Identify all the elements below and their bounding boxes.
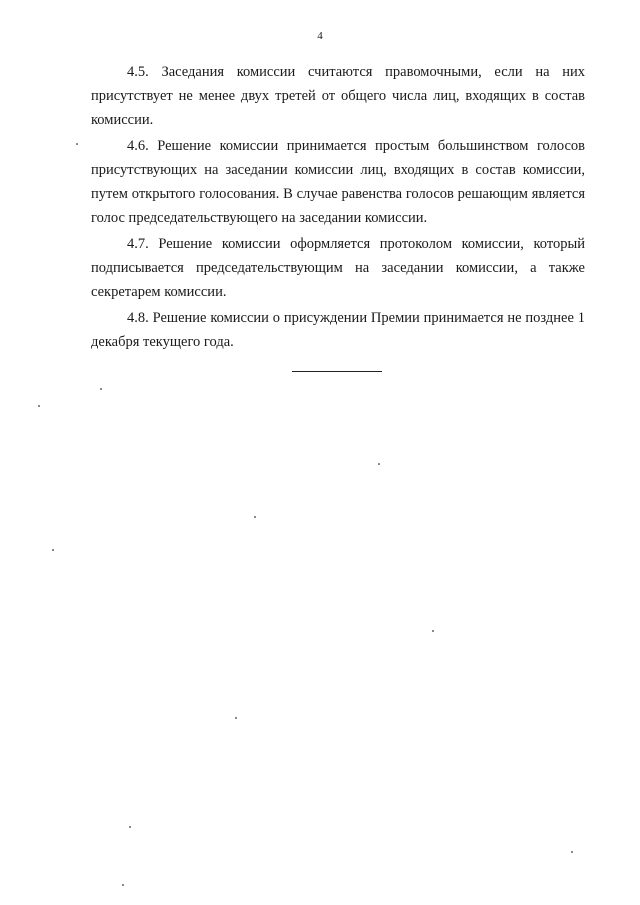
paragraph-4-6: 4.6. Решение комиссии принимается простым большинством голосов присутствующих на заседании комиссии лиц, входящих в состав комиссии, путем открытого голосования. В случае равенства голосов решающим является голос председательствующего на заседании комиссии. bbox=[91, 138, 585, 226]
scan-speck bbox=[129, 826, 131, 828]
scan-speck bbox=[235, 717, 237, 719]
scan-speck bbox=[378, 463, 380, 465]
paragraph-4-5: 4.5. Заседания комиссии считаются правомочными, если на них присутствует не менее двух третей от общего числа лиц, входящих в состав комиссии. bbox=[91, 64, 585, 128]
page-number: 4 bbox=[317, 30, 323, 42]
scan-speck bbox=[76, 143, 78, 145]
section-end-rule bbox=[292, 371, 382, 372]
paragraph-4-8: 4.8. Решение комиссии о присуждении Премии принимается не позднее 1 декабря текущего года. bbox=[91, 310, 585, 350]
scan-speck bbox=[52, 549, 54, 551]
scan-speck bbox=[100, 388, 102, 390]
scan-speck bbox=[432, 630, 434, 632]
scan-speck bbox=[38, 405, 40, 407]
paragraph-4-7: 4.7. Решение комиссии оформляется протоколом комиссии, который подписывается председательствующим на заседании комиссии, а также секретарем комиссии. bbox=[91, 236, 585, 300]
scan-speck bbox=[254, 516, 256, 518]
document-body bbox=[91, 60, 585, 354]
scan-speck bbox=[571, 851, 573, 853]
scan-speck bbox=[122, 884, 124, 886]
